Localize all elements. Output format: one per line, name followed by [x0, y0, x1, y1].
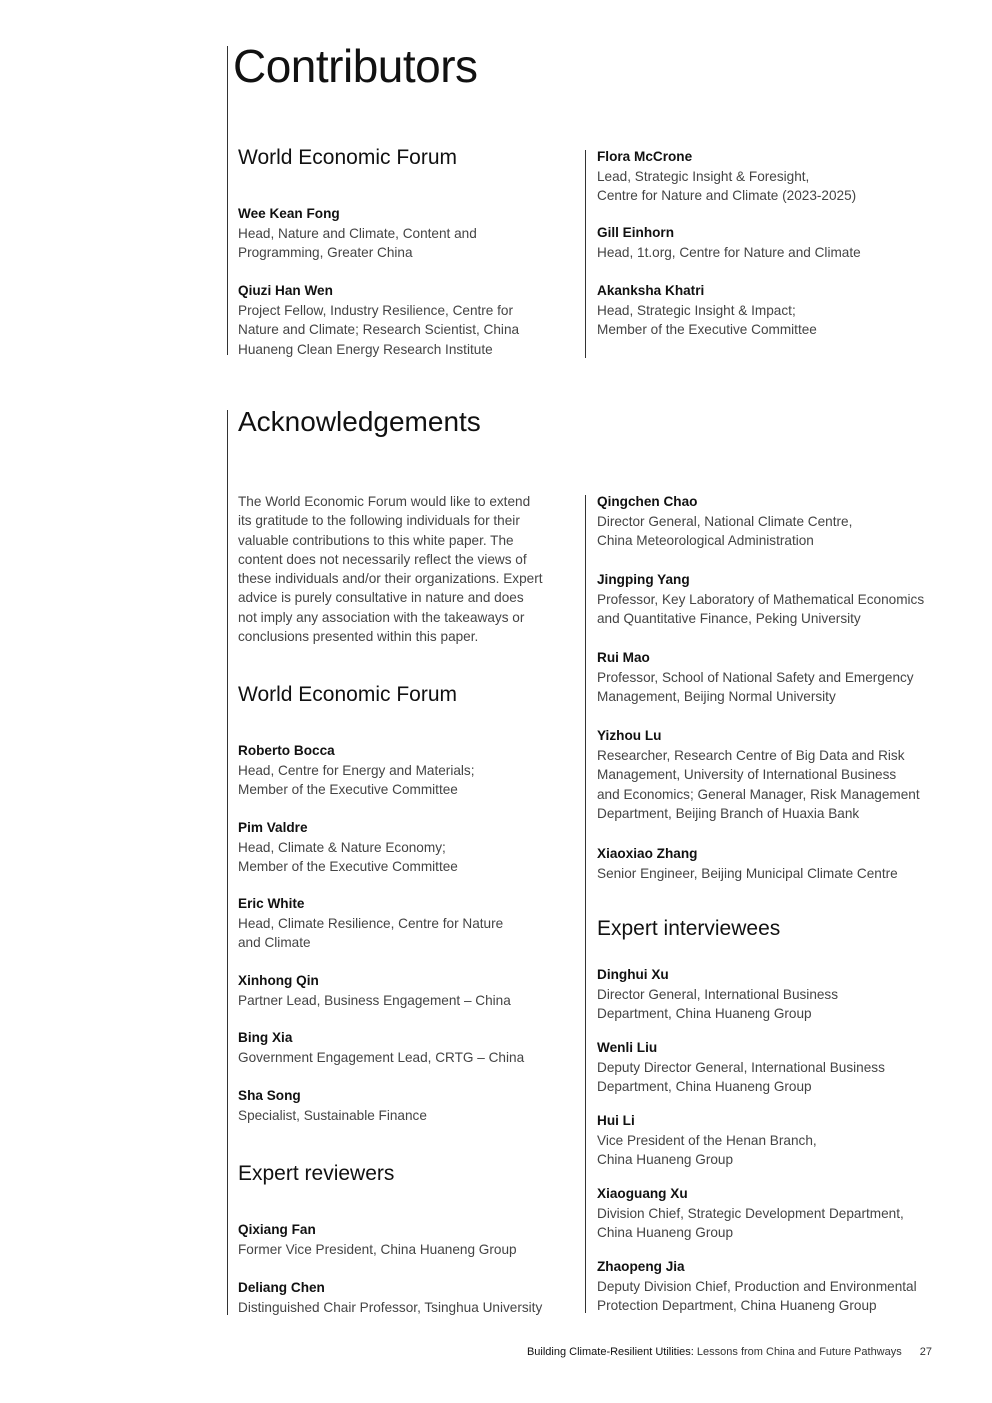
ack-entry [597, 965, 942, 1024]
ack-entry [597, 648, 942, 707]
name: Xiaoxiao Zhang [597, 846, 698, 861]
name: Qiuzi Han Wen [238, 283, 333, 298]
name: Qingchen Chao [597, 494, 698, 509]
role: Division Chief, Strategic Development Department, China Huaneng Group [597, 1205, 904, 1240]
role: Head, Centre for Energy and Materials; Member of the Executive Committee [238, 762, 475, 797]
role: Director General, National Climate Centre, China Meteorological Administration [597, 513, 853, 548]
name: Yizhou Lu [597, 728, 662, 743]
ack-entry [597, 1111, 942, 1170]
name: Rui Mao [597, 650, 650, 665]
page-footer [527, 1346, 932, 1358]
ack-entry [238, 1086, 583, 1125]
role: Researcher, Research Centre of Big Data and Risk Management, University of International Business and Economics; General Manager, Risk Management Department, Beijing Branch of Huaxia Bank [597, 747, 920, 821]
role: Director General, International Business Department, China Huaneng Group [597, 986, 839, 1021]
ack-entry [597, 1257, 942, 1316]
ack-entry [238, 971, 583, 1010]
ack-entry [597, 1038, 942, 1097]
contributor-entry [597, 281, 942, 340]
footer-title: Lessons from China and Future Pathways [693, 1346, 902, 1358]
role: Senior Engineer, Beijing Municipal Climate Centre [597, 865, 898, 881]
ack-entry [597, 1184, 942, 1243]
contributor-entry [238, 204, 583, 263]
role: Professor, Key Laboratory of Mathematical Economics and Quantitative Finance, Peking University [597, 591, 925, 626]
role: Specialist, Sustainable Finance [238, 1107, 427, 1123]
section-heading: World Economic Forum [238, 683, 458, 706]
ack-entry [238, 894, 583, 953]
section-heading: Expert reviewers [238, 1162, 395, 1185]
name: Roberto Bocca [238, 743, 335, 758]
role: Distinguished Chair Professor, Tsinghua University [238, 1299, 543, 1315]
role: Former Vice President, China Huaneng Group [238, 1241, 517, 1257]
ack-entry [597, 726, 942, 824]
name: Wee Kean Fong [238, 206, 340, 221]
name: Zhaopeng Jia [597, 1259, 685, 1274]
section-heading: World Economic Forum [238, 146, 458, 169]
divider [585, 150, 586, 358]
role: Government Engagement Lead, CRTG – China [238, 1049, 525, 1065]
role: Vice President of the Henan Branch, China Huaneng Group [597, 1132, 817, 1167]
divider [227, 410, 228, 1315]
contributor-entry [238, 281, 583, 359]
page-title: Contributors [233, 40, 478, 92]
role: Head, Climate & Nature Economy; Member of the Executive Committee [238, 839, 458, 874]
role: Deputy Division Chief, Production and Environmental Protection Department, China Huaneng Group [597, 1278, 917, 1313]
section-heading: Expert interviewees [597, 917, 781, 940]
name: Jingping Yang [597, 572, 690, 587]
role: Professor, School of National Safety and Emergency Management, Beijing Normal University [597, 669, 914, 704]
role: Head, Nature and Climate, Content and Programming, Greater China [238, 225, 477, 260]
name: Flora McCrone [597, 149, 693, 164]
role: Head, 1t.org, Centre for Nature and Climate [597, 244, 861, 260]
name: Deliang Chen [238, 1280, 325, 1295]
role: Head, Climate Resilience, Centre for Nature and Climate [238, 915, 504, 950]
divider [585, 495, 586, 1313]
contributor-entry [597, 147, 942, 206]
ack-entry [238, 1278, 583, 1317]
section-title: Acknowledgements [238, 406, 481, 437]
role: Partner Lead, Business Engagement – China [238, 992, 511, 1008]
ack-entry [597, 570, 942, 629]
name: Akanksha Khatri [597, 283, 705, 298]
ack-entry [238, 818, 583, 877]
intro-paragraph: The World Economic Forum would like to extend its gratitude to the following individuals for their valuable contributions to this white paper. The content does not necessarily reflect the views of these individuals and/or their organizations. Expert advice is purely consultative in nature and does not imply any association with the takeaways or conclusions presented within this paper. [238, 494, 543, 645]
ack-entry [597, 492, 942, 551]
name: Eric White [238, 896, 305, 911]
ack-entry [597, 844, 942, 883]
role: Project Fellow, Industry Resilience, Centre for Nature and Climate; Research Scientist, China Huaneng Clean Energy Research Institute [238, 302, 520, 357]
divider [227, 46, 228, 355]
name: Qixiang Fan [238, 1222, 316, 1237]
page-number: 27 [919, 1346, 932, 1358]
name: Sha Song [238, 1088, 301, 1103]
role: Head, Strategic Insight & Impact; Member of the Executive Committee [597, 302, 817, 337]
name: Pim Valdre [238, 820, 308, 835]
role: Lead, Strategic Insight & Foresight, Centre for Nature and Climate (2023-2025) [597, 168, 857, 203]
name: Xinhong Qin [238, 973, 319, 988]
ack-entry [238, 1220, 583, 1259]
role: Deputy Director General, International Business Department, China Huaneng Group [597, 1059, 885, 1094]
name: Xiaoguang Xu [597, 1186, 688, 1201]
ack-entry [238, 1028, 583, 1067]
name: Hui Li [597, 1113, 635, 1128]
name: Wenli Liu [597, 1040, 658, 1055]
name: Bing Xia [238, 1030, 293, 1045]
footer-title-bold: Building Climate-Resilient Utilities: [526, 1346, 694, 1358]
ack-entry [238, 741, 583, 800]
name: Gill Einhorn [597, 225, 675, 240]
contributor-entry [597, 223, 942, 262]
name: Dinghui Xu [597, 967, 669, 982]
